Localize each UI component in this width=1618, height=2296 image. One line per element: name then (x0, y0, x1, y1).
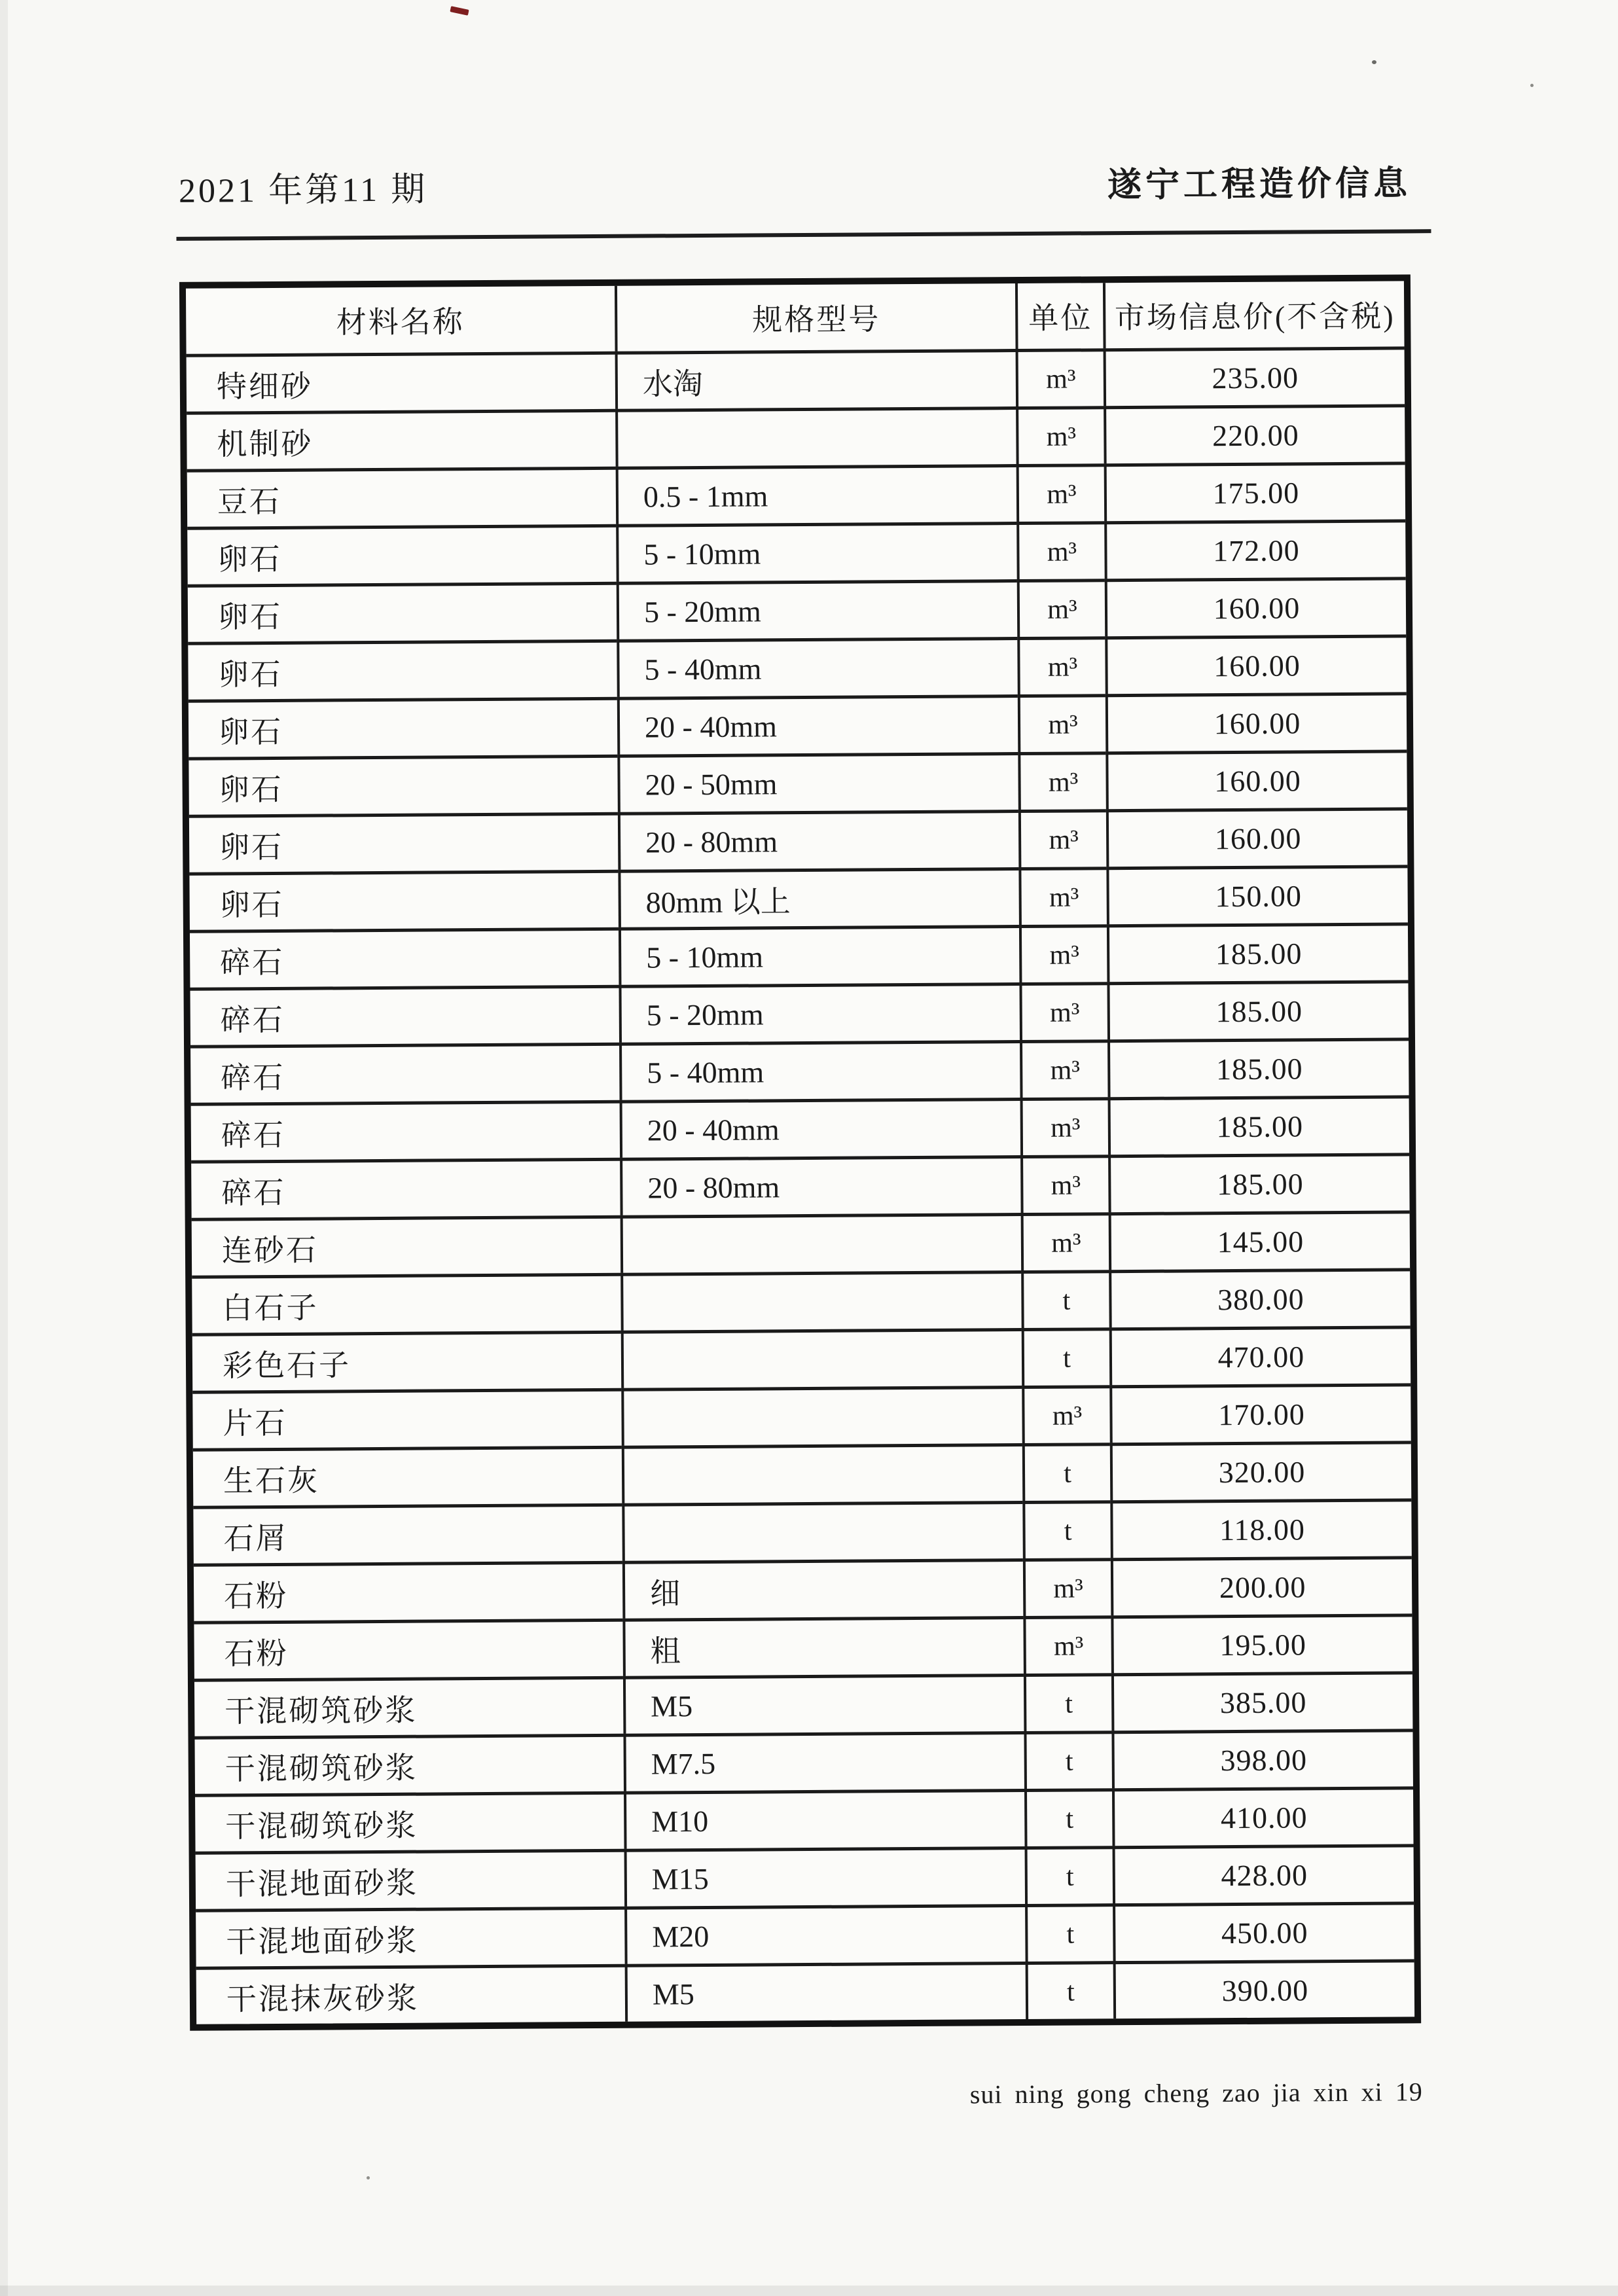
unit-cell: m³ (1018, 751, 1106, 810)
price-cell: 390.00 (1113, 1959, 1415, 2018)
material-name-cell: 特细砂 (187, 351, 616, 412)
unit-cell: m³ (1019, 924, 1107, 982)
price-cell: 160.00 (1106, 749, 1407, 809)
price-cell: 170.00 (1109, 1383, 1411, 1443)
price-cell: 150.00 (1106, 865, 1408, 924)
spec-cell (622, 1443, 1023, 1503)
material-name-cell: 碎石 (190, 927, 619, 988)
unit-cell: t (1026, 1961, 1114, 2019)
page-footer: sui ning gong cheng zao jia xin xi 19 (969, 2077, 1423, 2109)
spec-cell: 5 - 10mm (619, 925, 1020, 985)
price-cell: 145.00 (1109, 1210, 1411, 1270)
price-cell: 185.00 (1108, 1095, 1410, 1155)
price-cell: 185.00 (1107, 980, 1409, 1039)
unit-cell: m³ (1019, 982, 1107, 1040)
price-cell: 160.00 (1105, 634, 1407, 694)
unit-cell: m³ (1021, 1212, 1109, 1270)
unit-cell: m³ (1017, 636, 1106, 694)
unit-cell: m³ (1016, 463, 1105, 522)
unit-cell: t (1024, 1673, 1112, 1731)
material-name-cell: 卵石 (189, 870, 619, 930)
material-name-cell: 生石灰 (193, 1446, 622, 1506)
material-name-cell: 石粉 (194, 1561, 623, 1621)
unit-cell: t (1022, 1500, 1111, 1558)
unit-cell: m³ (1018, 694, 1106, 752)
journal-title: 遂宁工程造价信息 (1107, 165, 1412, 205)
material-name-cell: 卵石 (187, 524, 617, 584)
material-name-cell: 干混砌筑砂浆 (194, 1734, 624, 1794)
issue-label: 2021 年第11 期 (178, 171, 428, 210)
material-name-cell: 干混地面砂浆 (196, 1849, 625, 1909)
price-cell: 118.00 (1110, 1498, 1412, 1558)
unit-cell: m³ (1020, 1155, 1109, 1213)
price-cell: 320.00 (1110, 1441, 1412, 1500)
spec-cell (621, 1328, 1022, 1388)
unit-cell: m³ (1016, 348, 1104, 406)
spec-cell: 20 - 80mm (618, 810, 1019, 870)
spec-cell: M20 (624, 1904, 1026, 1964)
spec-cell: 80mm 以上 (618, 867, 1019, 927)
price-cell: 200.00 (1111, 1556, 1412, 1615)
price-cell: 410.00 (1112, 1786, 1414, 1846)
spec-cell: 20 - 80mm (620, 1155, 1021, 1215)
price-cell: 195.00 (1111, 1613, 1412, 1673)
spec-cell: 20 - 50mm (617, 752, 1018, 812)
spec-cell (620, 1213, 1022, 1273)
spec-cell (620, 1270, 1022, 1331)
price-cell: 185.00 (1107, 922, 1409, 982)
price-cell: 398.00 (1111, 1729, 1413, 1788)
price-cell: 428.00 (1113, 1844, 1414, 1903)
material-name-cell: 卵石 (189, 755, 618, 815)
spec-cell: 细 (622, 1558, 1024, 1619)
masthead (179, 165, 1411, 210)
header-rule (176, 229, 1431, 241)
price-cell: 380.00 (1109, 1268, 1411, 1327)
spec-cell: M5 (623, 1674, 1024, 1734)
unit-cell: m³ (1018, 867, 1107, 925)
price-cell: 160.00 (1106, 692, 1407, 751)
material-name-cell: 连砂石 (192, 1215, 621, 1276)
price-cell: 160.00 (1106, 807, 1408, 867)
spec-cell: M5 (625, 1962, 1026, 2022)
unit-cell: m³ (1022, 1385, 1110, 1443)
material-name-cell: 片石 (192, 1388, 622, 1448)
material-name-cell: 碎石 (190, 985, 619, 1045)
material-name-cell: 白石子 (192, 1273, 621, 1333)
price-cell: 220.00 (1104, 404, 1405, 463)
material-name-cell: 碎石 (190, 1043, 620, 1103)
spec-cell: 5 - 10mm (616, 522, 1017, 582)
unit-cell: t (1025, 1846, 1113, 1904)
spec-cell: 5 - 40mm (619, 1040, 1020, 1100)
price-cell: 450.00 (1113, 1901, 1414, 1961)
unit-cell: t (1021, 1270, 1109, 1328)
material-name-cell: 卵石 (189, 812, 619, 872)
unit-cell: m³ (1023, 1615, 1111, 1674)
price-cell: 185.00 (1108, 1153, 1410, 1212)
spec-cell: M10 (624, 1789, 1025, 1849)
price-cell: 160.00 (1105, 577, 1407, 636)
unit-cell: t (1024, 1731, 1112, 1789)
material-name-cell: 石粉 (194, 1619, 623, 1679)
spec-cell (621, 1386, 1022, 1446)
price-cell: 185.00 (1107, 1037, 1409, 1097)
unit-cell: t (1025, 1903, 1113, 1962)
material-name-cell: 石屑 (193, 1503, 622, 1564)
unit-cell: m³ (1016, 406, 1104, 464)
spec-cell: 5 - 40mm (617, 637, 1018, 697)
price-cell: 235.00 (1104, 346, 1405, 406)
column-header-price: 市场信息价(不含税) (1103, 281, 1405, 348)
material-name-cell: 干混地面砂浆 (196, 1907, 625, 1967)
unit-cell: t (1022, 1443, 1111, 1501)
unit-cell: m³ (1020, 1097, 1109, 1155)
material-name-cell: 豆石 (187, 467, 617, 527)
unit-cell: t (1022, 1327, 1110, 1386)
material-name-cell: 卵石 (188, 639, 617, 700)
spec-cell: M15 (624, 1846, 1026, 1907)
spec-cell (622, 1501, 1023, 1561)
material-name-cell: 机制砂 (187, 409, 616, 469)
unit-cell: t (1024, 1788, 1113, 1846)
column-header-spec: 规格型号 (615, 283, 1016, 351)
spec-cell: 5 - 20mm (617, 579, 1018, 639)
column-header-material: 材料名称 (336, 305, 465, 340)
unit-cell: m³ (1017, 579, 1106, 637)
material-name-cell: 干混砌筑砂浆 (195, 1791, 624, 1852)
price-cell: 172.00 (1104, 519, 1406, 579)
price-cell: 175.00 (1104, 461, 1406, 521)
material-name-cell: 卵石 (189, 697, 618, 757)
material-name-cell: 干混抹灰砂浆 (196, 1964, 626, 2024)
spec-cell: 20 - 40mm (617, 694, 1018, 755)
price-cell: 470.00 (1109, 1325, 1411, 1385)
spec-cell (615, 406, 1016, 467)
material-name-cell: 碎石 (191, 1158, 620, 1218)
materials-price-table (179, 274, 1421, 2030)
unit-cell: m³ (1020, 1039, 1108, 1098)
spec-cell: 5 - 20mm (619, 982, 1020, 1043)
material-name-cell: 干混砌筑砂浆 (194, 1676, 624, 1736)
spec-cell: M7.5 (623, 1731, 1024, 1791)
price-cell: 385.00 (1111, 1671, 1413, 1731)
spec-cell: 20 - 40mm (620, 1098, 1021, 1158)
column-header-unit: 单位 (1015, 283, 1104, 349)
unit-cell: m³ (1016, 521, 1105, 579)
material-name-cell: 碎石 (191, 1100, 620, 1160)
unit-cell: m³ (1023, 1558, 1111, 1616)
material-name-cell: 彩色石子 (192, 1331, 622, 1391)
spec-cell: 粗 (622, 1616, 1024, 1676)
material-name-cell: 卵石 (188, 582, 617, 642)
unit-cell: m³ (1018, 809, 1107, 867)
spec-cell: 水淘 (615, 349, 1016, 409)
spec-cell: 0.5 - 1mm (616, 464, 1017, 524)
